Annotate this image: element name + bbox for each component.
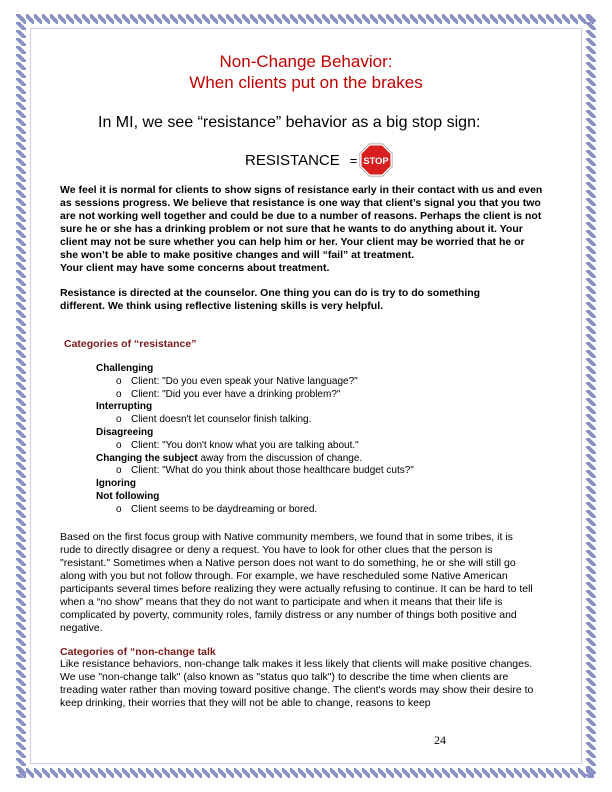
text-line: complicated by poverty, community roles, family distress or any number of things both positive and (60, 609, 517, 621)
text-line: participants several times before realizing they were actually refusing to continue. It can be hard to tell (60, 583, 533, 595)
categories-list (96, 363, 536, 517)
page-number: 24 (434, 733, 446, 747)
category-challenging: Challenging (96, 363, 154, 374)
text-line: Your client may have some concerns about treatment. (60, 262, 330, 274)
resistance-word: RESISTANCE (245, 151, 340, 169)
page-border-top (18, 14, 594, 24)
text-line: Based on the first focus group with Native community members, we found that in some tribes, it is (60, 531, 513, 543)
category-changing-subject-label: Changing the subject (96, 452, 198, 464)
title-line-2: When clients put on the brakes (189, 73, 423, 92)
text-line: when a “no show” means that they do not want to participate and when it means that their life is (60, 596, 503, 608)
text-line: negative. (60, 622, 103, 634)
text-line: along with you but not follow through. For example, we have rescheduled some Native American (60, 570, 508, 582)
title-line-1: Non-Change Behavior: (219, 52, 393, 71)
text-line: Like resistance behaviors, non-change talk makes it less likely that clients will make positive changes. (60, 658, 533, 670)
text-line: treading water rather than moving toward positive change. The client's words may show their desire to (60, 684, 534, 696)
example-item: o Client: "You don't know what you are talking about." (96, 440, 536, 453)
resistance-equation (245, 143, 393, 177)
equals-sign: = (349, 152, 358, 168)
intro-sentence: In MI, we see “resistance” behavior as a big stop sign: (98, 114, 481, 131)
example-item: o Client seems to be daydreaming or bored. (96, 504, 536, 517)
text-line: are not working well together and could be due to a number of reasons. Perhaps the client is not (60, 210, 542, 222)
category-ignoring: Ignoring (96, 478, 136, 490)
text-line: We use "non-change talk" (also known as "status quo talk") to describe the time when clients are (60, 671, 509, 683)
example-item: o Client: "Do you even speak your Native language?" (96, 376, 536, 389)
text-line: "resistant." Sometimes when a Native person does not want to do something, he or she will still go (60, 557, 516, 569)
stop-sign-text: STOP (363, 155, 389, 166)
category-interrupting: Interrupting (96, 401, 153, 413)
page-border-bottom (18, 768, 594, 778)
text-line: sure he or she has a drinking problem or not sure that he wants to do anything about it. Your (60, 223, 523, 235)
stop-sign-icon (359, 143, 393, 177)
page-border-left (16, 14, 26, 778)
category-not-following: Not following (96, 490, 160, 502)
category-changing-subject-rest: away from the discussion of change. (197, 452, 363, 464)
page-title (0, 51, 612, 93)
text-line: different. We think using reflective listening skills is very helpful. (60, 300, 384, 312)
category-disagreeing: Disagreeing (96, 426, 154, 438)
example-item: o Client: "Did you ever have a drinking problem?" (96, 389, 536, 402)
text-line: she won’t be able to make positive changes and will “fail” at treatment. (60, 249, 415, 261)
nonchange-heading: Categories of “non-change talk (60, 646, 216, 658)
text-line: as sessions progress. We believe that resistance is one way that client’s signal you that you two (60, 197, 541, 209)
page-border-right (586, 14, 596, 778)
categories-heading: Categories of “resistance” (64, 338, 197, 350)
text-line: keep drinking, their worries that they will not be able to change, reasons to keep (60, 697, 431, 709)
paragraph-normal-resistance (60, 184, 558, 275)
paragraph-counselor (60, 287, 558, 313)
paragraph-focus-group (60, 531, 558, 635)
text-line: Resistance is directed at the counselor. One thing you can do is try to do something (60, 287, 481, 299)
text-line: We feel it is normal for clients to show signs of resistance early in their contact with us and even (60, 184, 543, 196)
category-changing-subject (96, 453, 536, 466)
text-line: client may not be sure whether you can help him or her. Your client may be worried that he or (60, 236, 525, 248)
paragraph-nonchange-talk (60, 658, 558, 710)
text-line: rude to directly disagree or deny a request. You have to look for other clues that the person is (60, 544, 493, 556)
example-item: o Client: "What do you think about those healthcare budget cuts?" (96, 465, 536, 478)
example-item: o Client doesn't let counselor finish talking. (96, 414, 536, 427)
